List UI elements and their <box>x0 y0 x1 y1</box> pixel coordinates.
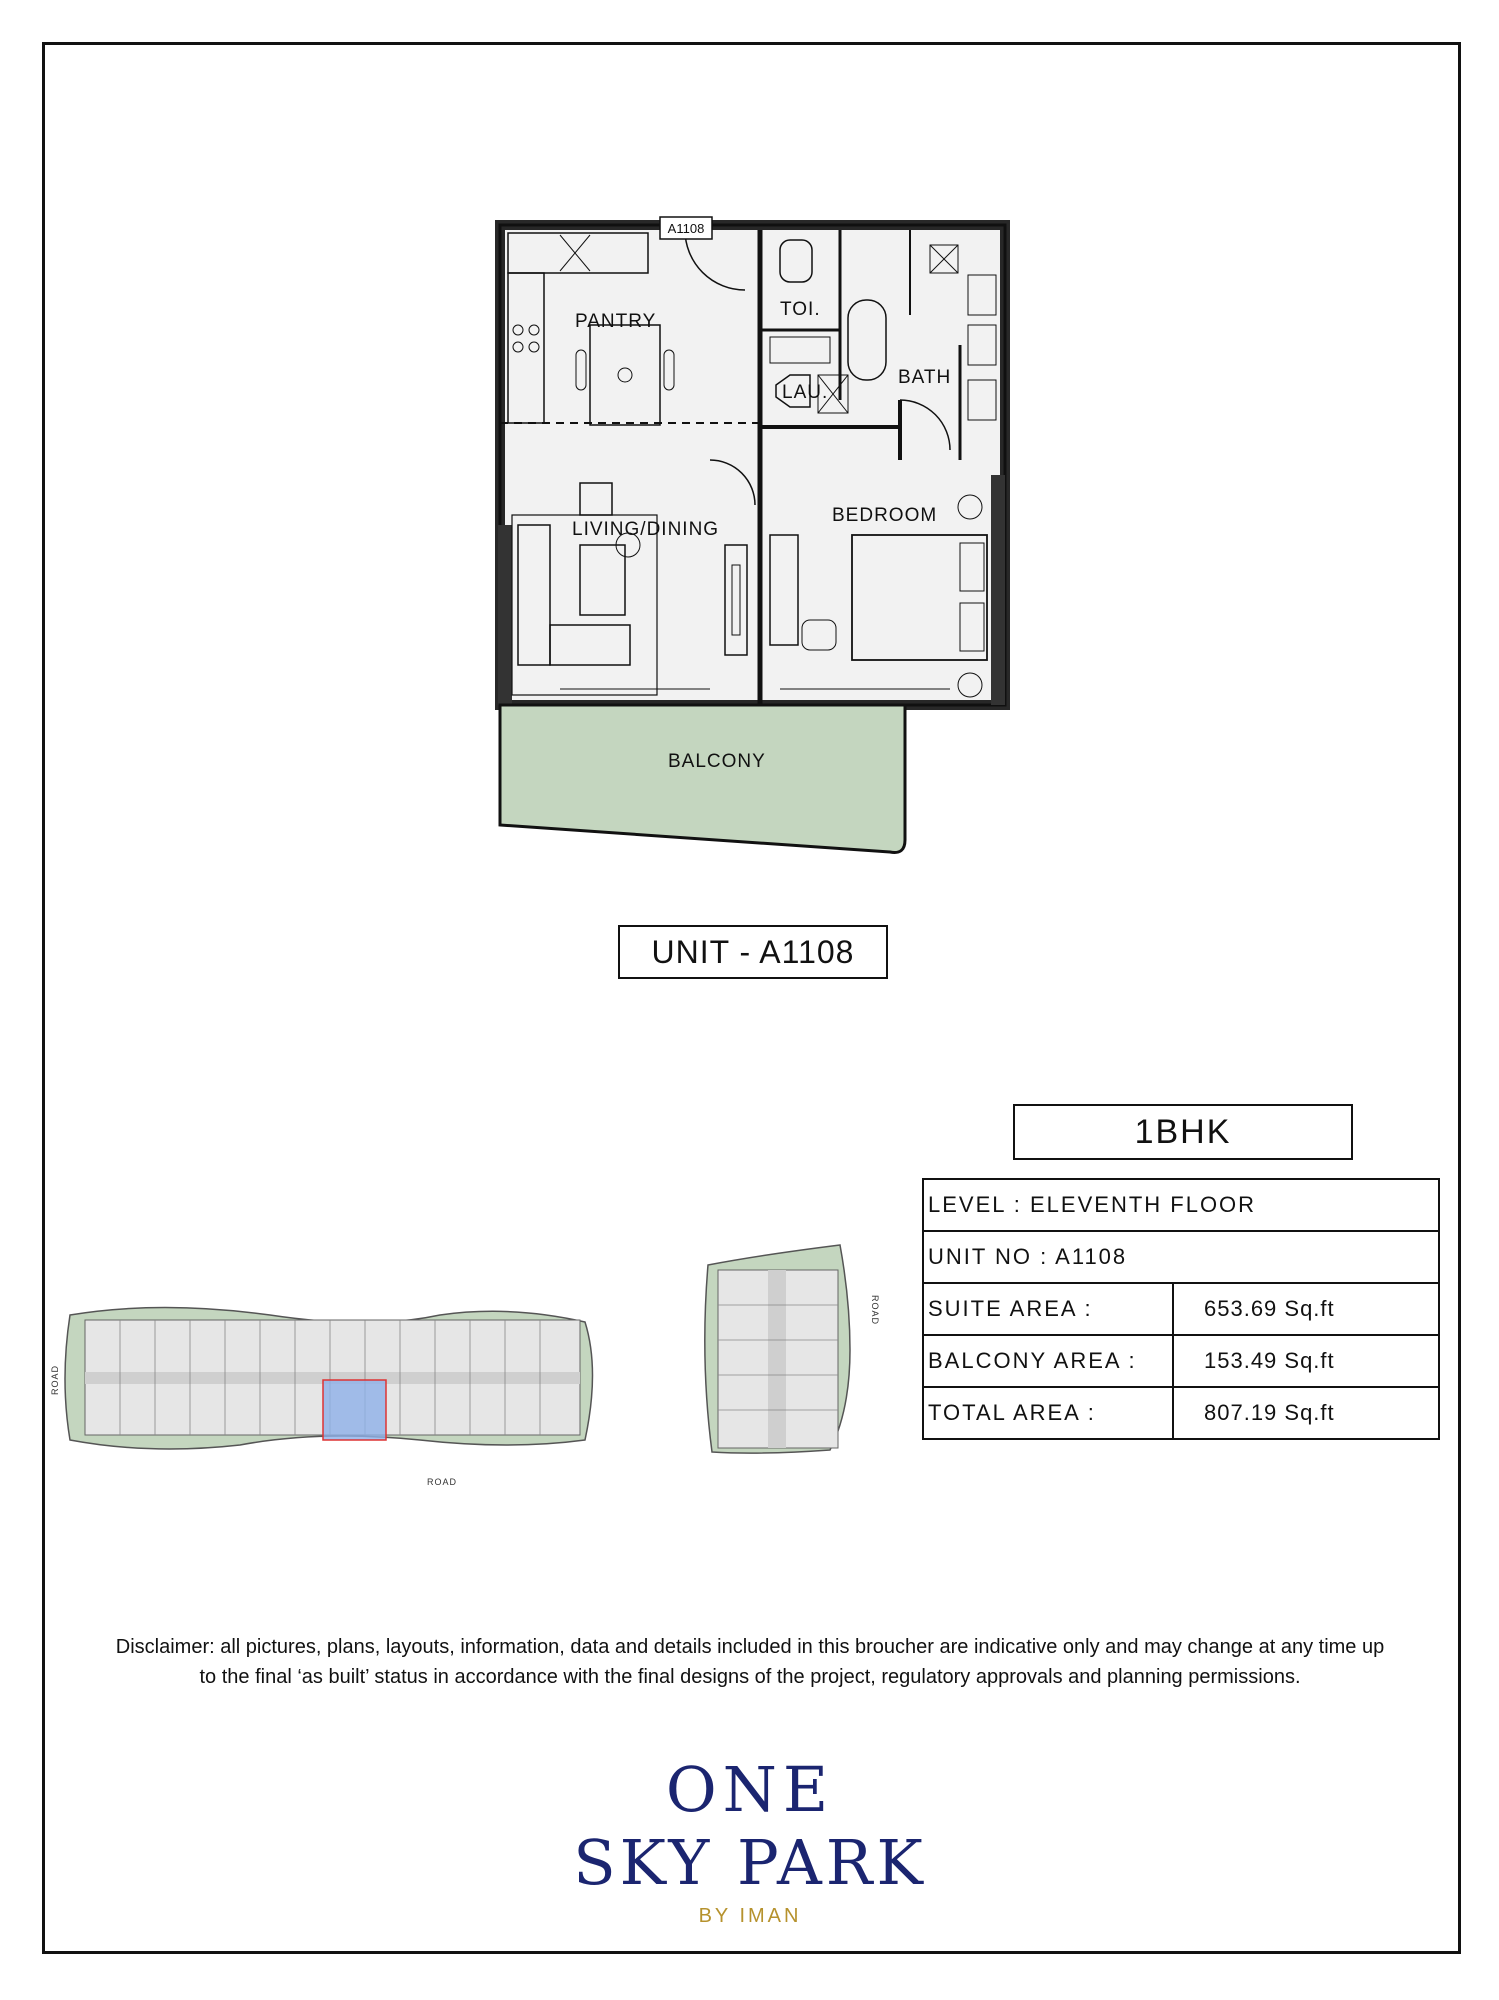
detail-row-suite-area <box>923 1283 1439 1335</box>
unit-type-badge: 1BHK <box>1013 1104 1353 1160</box>
road-label-bottom: ROAD <box>426 1477 458 1487</box>
unit-highlight <box>323 1380 386 1440</box>
logo-line-one: ONE <box>665 1753 835 1826</box>
detail-row-level <box>923 1179 1439 1231</box>
unit-details-table <box>922 1178 1440 1440</box>
right-facade-strip <box>991 475 1005 705</box>
detail-value-total-area: 807.19 Sq.ft <box>1173 1387 1439 1439</box>
room-label-laundry: LAU. <box>782 382 829 403</box>
logo-line-sky-park: SKY PARK <box>573 1826 927 1899</box>
unit-outline <box>500 225 1005 705</box>
detail-label-balcony-area: BALCONY AREA : <box>923 1335 1173 1387</box>
room-label-living: LIVING/DINING <box>572 519 720 540</box>
floor-plan <box>480 215 1020 865</box>
block-b-core <box>768 1270 786 1448</box>
detail-value-suite-area: 653.69 Sq.ft <box>1173 1283 1439 1335</box>
disclaimer-text: Disclaimer: all pictures, plans, layouts, information, data and details included in this broucher are indicative only and may change at any time up to the final ‘as built’ status in accordance with the final designs of the project, regulatory approvals and planning permissions. <box>115 1636 1385 1688</box>
unit-title: UNIT - A1108 <box>618 925 888 979</box>
key-plan-block-a <box>40 1290 620 1510</box>
logo-line-by-iman: BY IMAN <box>698 1905 802 1927</box>
unit-tag: A1108 <box>667 221 705 236</box>
road-label-right: ROAD <box>870 1294 880 1326</box>
detail-label-suite-area: SUITE AREA : <box>923 1283 1173 1335</box>
room-label-bath: BATH <box>898 367 952 388</box>
detail-unit-no: UNIT NO : A1108 <box>923 1231 1439 1283</box>
detail-row-unit-no <box>923 1231 1439 1283</box>
detail-level: LEVEL : ELEVENTH FLOOR <box>923 1179 1439 1231</box>
room-label-pantry: PANTRY <box>575 311 657 332</box>
room-label-balcony: BALCONY <box>668 751 766 772</box>
detail-label-total-area: TOTAL AREA : <box>923 1387 1173 1439</box>
detail-row-balcony-area <box>923 1335 1439 1387</box>
detail-row-total-area <box>923 1387 1439 1439</box>
road-label-left: ROAD <box>50 1364 60 1396</box>
left-facade-strip <box>498 525 512 705</box>
detail-value-balcony-area: 153.49 Sq.ft <box>1173 1335 1439 1387</box>
balcony-area <box>500 705 905 853</box>
room-label-toilet: TOI. <box>780 299 821 320</box>
room-label-bedroom: BEDROOM <box>832 505 938 526</box>
key-plan-block-b <box>700 1240 890 1460</box>
brand-logo <box>540 1755 960 1945</box>
